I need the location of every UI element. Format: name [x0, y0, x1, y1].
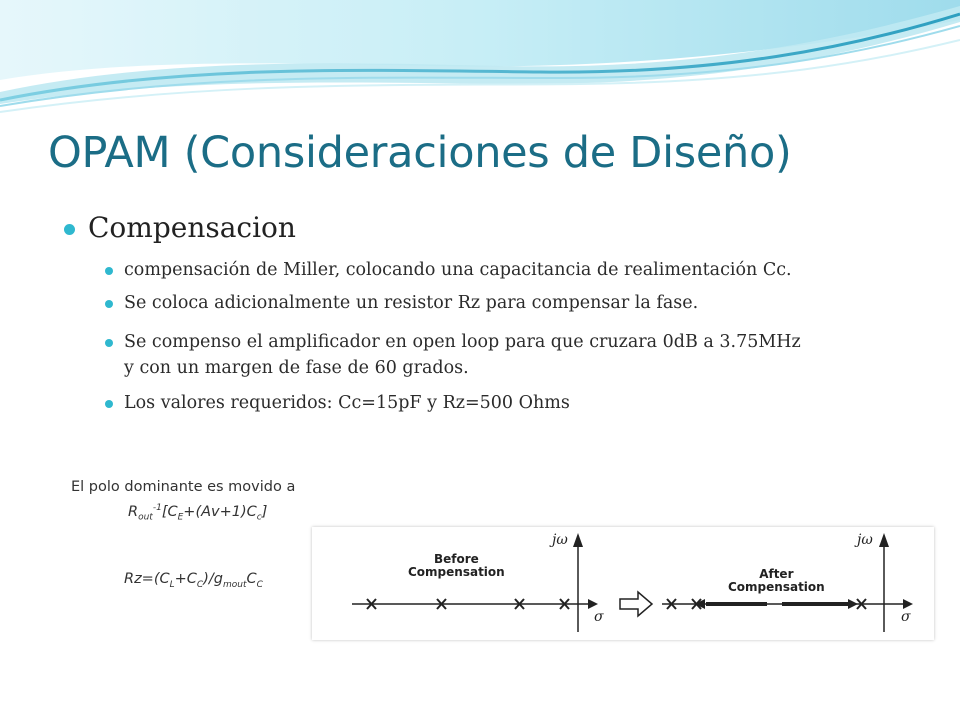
bullet-text: Se coloca adicionalmente un resistor Rz para compensar la fase.: [124, 293, 699, 313]
before-label: Before Compensation: [408, 552, 505, 579]
pole-diagram-svg: [312, 527, 934, 640]
dominant-pole-note: El polo dominante es movido a: [71, 479, 296, 495]
rz-formula: $Rz=(C_L+C_C)/g_{mout}C_C$: [124, 571, 263, 590]
header-wave-decoration: [0, 0, 960, 120]
bullet-dot-icon: [105, 267, 113, 275]
section-heading: Compensacion: [88, 211, 296, 244]
after-sigma-label: σ: [901, 609, 911, 625]
bullet-text: Los valores requeridos: Cc=15pF y Rz=500 Ohms: [124, 393, 570, 413]
dominant-pole-formula: $R_{out}^{-1}[C_E+(Av+1)C_c]$: [128, 503, 268, 523]
after-jw-label: jω: [857, 532, 873, 548]
bullet-text-continuation: y con un margen de fase de 60 grados.: [124, 358, 469, 378]
bullet-dot-icon: [64, 224, 75, 235]
bullet-dot-icon: [105, 400, 113, 408]
bullet-text: Se compenso el amplificador en open loop para que cruzara 0dB a 3.75MHz: [124, 332, 801, 352]
before-sigma-label: σ: [594, 609, 604, 625]
transition-arrow-icon: [620, 592, 652, 616]
bullet-dot-icon: [105, 300, 113, 308]
before-jw-label: jω: [552, 532, 568, 548]
bullet-dot-icon: [105, 339, 113, 347]
after-label: After Compensation: [728, 567, 825, 594]
bullet-text: compensación de Miller, colocando una capacitancia de realimentación Cc.: [124, 260, 792, 280]
pole-splitting-diagram: [312, 527, 934, 640]
slide-title: OPAM (Consideraciones de Diseño): [48, 128, 792, 178]
